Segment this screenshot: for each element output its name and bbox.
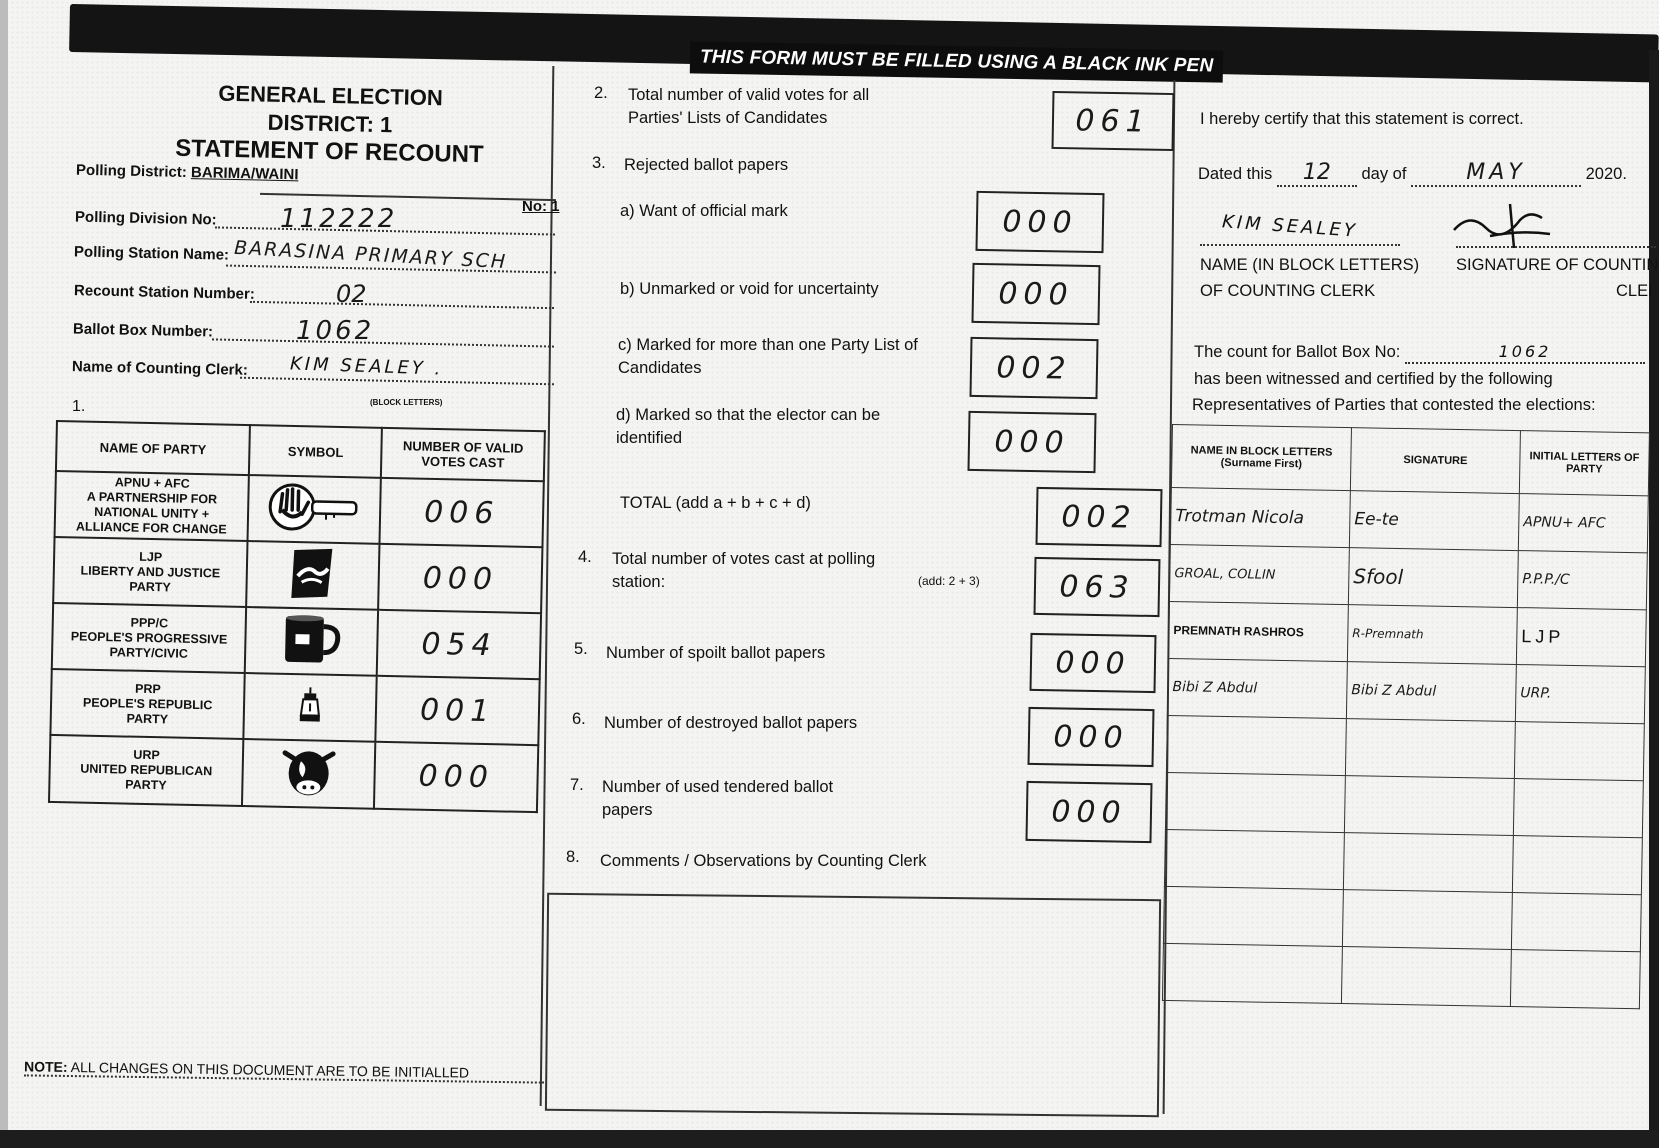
clerk-name-handwritten[interactable]: KIM SEALEY [1221, 211, 1359, 242]
clerk-name-label-1: NAME (IN BLOCK LETTERS) [1200, 256, 1420, 274]
rep-signature-cell[interactable]: Sfool [1348, 548, 1518, 608]
table-row [1168, 601, 1646, 666]
polling-district-label: Polling District: BARIMA/WAINI [75, 161, 299, 184]
table-row [53, 537, 542, 613]
item-6-field[interactable]: 000 [1028, 707, 1155, 767]
rep-empty-cell[interactable] [1343, 833, 1513, 893]
item-3b-field[interactable]: 000 [971, 263, 1100, 325]
party-name: PPP/C PEOPLE'S PROGRESSIVE PARTY/CIVIC [52, 603, 246, 673]
item-2-num: 2. [594, 84, 608, 102]
item-4-field[interactable]: 063 [1034, 557, 1161, 617]
right-border [1649, 50, 1659, 1130]
table-row [1170, 487, 1648, 552]
count-box-field[interactable]: 1062 [1498, 342, 1552, 361]
clerk-field[interactable]: KIM SEALEY . [289, 353, 444, 380]
handshake-icon [246, 541, 380, 610]
rep-empty-cell[interactable] [1166, 715, 1346, 775]
witness-line-2: Representatives of Parties that contested the elections: [1192, 396, 1596, 414]
item-3c-label: c) Marked for more than one Party List of Candidates [618, 336, 918, 377]
item-7-label: Number of used tendered ballot papers [602, 778, 834, 819]
item-8-label: Comments / Observations by Counting Clerk [600, 852, 927, 870]
item-7-field[interactable]: 000 [1025, 781, 1152, 843]
party-name: APNU + AFC A PARTNERSHIP FOR NATIONAL UNITY + ALLIANCE FOR CHANGE [55, 471, 249, 541]
day-of-label: day of [1361, 165, 1407, 183]
table-row [1169, 544, 1647, 609]
item-7-num: 7. [570, 776, 584, 794]
note-text: ALL CHANGES ON THIS DOCUMENT ARE TO BE INITIALLED [70, 1059, 470, 1081]
note-footer [24, 1058, 544, 1083]
votes-cell[interactable]: 001 [376, 676, 540, 745]
polling-district-value: BARIMA/WAINI [190, 164, 299, 184]
party-name: URP UNITED REPUBLICAN PARTY [49, 735, 244, 806]
ballot-box-label: Ballot Box Number: [72, 320, 214, 341]
rep-name-cell[interactable]: Trotman Nicola [1170, 487, 1350, 547]
col-name-of-party: NAME OF PARTY [56, 421, 250, 475]
rep-empty-cell[interactable] [1513, 779, 1643, 838]
cup-icon [245, 607, 379, 676]
rep-signature-cell[interactable]: Bibi Z Abdul [1346, 662, 1516, 722]
count-for-label: The count for Ballot Box No: [1194, 343, 1401, 361]
item-3a-label: a) Want of official mark [620, 202, 788, 220]
votes-cell[interactable]: 000 [378, 544, 542, 613]
table-row [55, 471, 544, 547]
table-row [1167, 658, 1645, 723]
party-name: PRP PEOPLE'S REPUBLIC PARTY [50, 669, 244, 739]
dated-this-label: Dated this [1198, 165, 1273, 183]
votes-cell[interactable]: 006 [380, 478, 544, 547]
recount-station-field[interactable]: 02 [336, 280, 367, 308]
clerk-signature-label-1: SIGNATURE OF COUNTIN [1456, 256, 1659, 274]
item-3c-field[interactable]: 002 [969, 337, 1098, 399]
votes-cell[interactable]: 000 [374, 742, 538, 812]
ballot-box-field[interactable]: 1062 [296, 316, 375, 346]
clerk-signature-line [1456, 246, 1656, 248]
item-4-add-hint: (add: 2 + 3) [918, 574, 980, 588]
table-row [1166, 715, 1644, 780]
rep-empty-cell[interactable] [1344, 776, 1514, 836]
total-label: TOTAL (add a + b + c + d) [620, 494, 811, 512]
month-field[interactable]: MAY [1466, 160, 1526, 185]
party-votes-table [48, 420, 546, 813]
rep-empty-cell[interactable] [1345, 719, 1515, 779]
col-rep-party: INITIAL LETTERS OF PARTY [1519, 431, 1649, 496]
item-5-num: 5. [574, 640, 588, 658]
col-rep-name: NAME IN BLOCK LETTERS (Surname First) [1171, 425, 1351, 491]
col-rep-signature: SIGNATURE [1350, 428, 1520, 494]
rep-signature-cell[interactable]: R-Premnath [1347, 605, 1517, 665]
clerk-name-label-2: OF COUNTING CLERK [1200, 282, 1376, 300]
clerk-name-line [1200, 244, 1400, 246]
item-3-num: 3. [592, 154, 606, 172]
title-line-3: STATEMENT OF RECOUNT [174, 134, 484, 169]
certify-statement: I hereby certify that this statement is correct. [1200, 110, 1524, 128]
no-label: No: 1 [522, 198, 560, 215]
section-1-label: 1. [72, 398, 86, 415]
title-line-1: GENERAL ELECTION [218, 80, 444, 111]
item-4-label: Total number of votes cast at polling station: [612, 550, 876, 591]
table-row [52, 603, 541, 679]
item-3a-field[interactable]: 000 [975, 191, 1104, 253]
cow-icon [242, 739, 376, 809]
table-row [1164, 829, 1642, 894]
table-row [1162, 943, 1640, 1008]
rep-party-cell[interactable]: LJP [1516, 608, 1646, 667]
rep-empty-cell[interactable] [1165, 772, 1345, 832]
rep-empty-cell[interactable] [1342, 890, 1512, 950]
rep-empty-cell[interactable] [1164, 829, 1344, 889]
clerk-signature [1450, 200, 1560, 250]
item-8-num: 8. [566, 848, 580, 866]
item-3-label: Rejected ballot papers [624, 156, 789, 174]
district-rule [260, 193, 556, 201]
rep-signature-cell[interactable]: Ee-te [1349, 491, 1519, 551]
year-label: 2020. [1585, 165, 1627, 183]
item-3d-field[interactable]: 000 [967, 411, 1096, 473]
polling-division-field[interactable]: 112222 [280, 204, 398, 234]
rep-party-cell[interactable]: URP. [1515, 665, 1645, 724]
table-row [50, 669, 539, 745]
recount-station-line [250, 301, 554, 309]
witness-line-1: has been witnessed and certified by the following [1194, 370, 1553, 388]
clerk-label: Name of Counting Clerk: [71, 358, 249, 379]
block-letters-hint: (BLOCK LETTERS) [370, 398, 443, 407]
rep-party-cell[interactable]: P.P.P./C [1517, 551, 1647, 610]
day-field[interactable]: 12 [1302, 160, 1331, 185]
votes-cell[interactable]: 054 [377, 610, 541, 679]
total-field[interactable]: 002 [1036, 487, 1163, 547]
rep-empty-cell[interactable] [1341, 947, 1511, 1007]
rep-party-cell[interactable]: APNU+ AFC [1518, 494, 1648, 553]
item-3b-label: b) Unmarked or void for uncertainty [620, 280, 879, 298]
rep-empty-cell[interactable] [1511, 893, 1641, 952]
count-for-line [1194, 342, 1645, 364]
item-6-label: Number of destroyed ballot papers [604, 714, 858, 732]
lantern-icon [244, 673, 378, 742]
hand-key-icon [248, 475, 382, 544]
recount-station-label: Recount Station Number: [73, 282, 256, 303]
dated-line [1198, 160, 1627, 187]
item-5-label: Number of spoilt ballot papers [606, 644, 826, 662]
table-row [1165, 772, 1643, 837]
rep-name-cell[interactable]: PREMNATH RASHROS [1168, 601, 1348, 661]
clerk-signature-label-2: CLEI [1616, 282, 1653, 300]
item-4-num: 4. [578, 548, 592, 566]
rep-empty-cell[interactable] [1514, 722, 1644, 781]
item-2-field[interactable]: 061 [1052, 91, 1175, 151]
rep-empty-cell[interactable] [1510, 950, 1640, 1009]
ink-instruction-banner: THIS FORM MUST BE FILLED USING A BLACK INK PEN [690, 41, 1224, 82]
rep-empty-cell[interactable] [1162, 943, 1342, 1003]
item-3d-label: d) Marked so that the elector can be identified [616, 406, 881, 447]
bottom-border [0, 1130, 1659, 1148]
station-name-field[interactable]: BARASINA PRIMARY SCH [233, 236, 508, 274]
ballot-box-line [212, 338, 554, 347]
station-name-label: Polling Station Name: [73, 243, 230, 264]
rep-name-cell[interactable]: Bibi Z Abdul [1167, 658, 1347, 718]
party-name: LJP LIBERTY AND JUSTICE PARTY [53, 537, 247, 607]
col-symbol: SYMBOL [249, 425, 382, 478]
title-line-2: DISTRICT: 1 [267, 109, 393, 138]
col-valid-votes: NUMBER OF VALID VOTES CAST [381, 428, 545, 481]
note-label: NOTE: [23, 1058, 68, 1075]
comments-field[interactable] [545, 893, 1161, 1117]
rep-empty-cell[interactable] [1512, 836, 1642, 895]
polling-division-label: Polling Division No: [74, 208, 217, 229]
item-6-num: 6. [572, 710, 586, 728]
scan-edge [0, 0, 8, 1148]
table-row [1163, 886, 1641, 951]
party-representatives-table [1162, 424, 1650, 1009]
item-5-field[interactable]: 000 [1030, 633, 1157, 693]
item-2-label: Total number of valid votes for all Parties' Lists of Candidates [628, 86, 870, 127]
form-title [159, 78, 501, 169]
table-row [49, 735, 538, 812]
rep-empty-cell[interactable] [1163, 886, 1343, 946]
rep-name-cell[interactable]: GROAL, COLLIN [1169, 544, 1349, 604]
